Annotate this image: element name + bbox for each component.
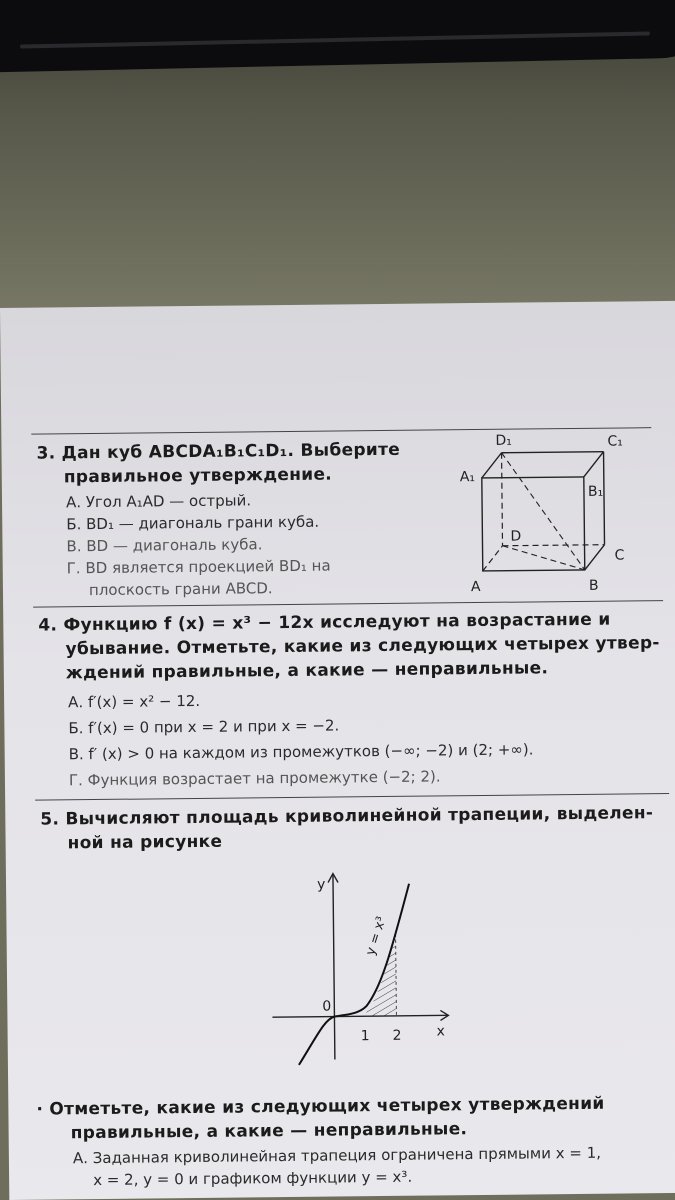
q3-option-g: Г. BD является проекцией BD₁ на	[66, 556, 331, 578]
q4-option-a: А. f′(x) = x² − 12.	[68, 691, 201, 712]
label-c: C	[614, 547, 625, 564]
cube-edge	[585, 545, 605, 570]
cube-front-face	[482, 477, 585, 571]
cube-diagram	[453, 429, 645, 601]
label-b: B	[588, 577, 599, 594]
cube-edge	[604, 452, 605, 545]
q5-line-4: правильные, а какие — неправильные.	[70, 1119, 468, 1144]
divider	[35, 793, 669, 801]
q5-option-a: А. Заданная криволинейная трапеция ограничена прямыми x = 1,	[72, 1143, 602, 1168]
label-c1: C₁	[607, 433, 623, 450]
curve-label: y = x³	[363, 914, 390, 958]
q3-option-b: Б. BD₁ — диагональ грани куба.	[66, 512, 320, 534]
divider	[33, 600, 663, 608]
cube-edge	[502, 452, 604, 453]
label-d1: D₁	[495, 432, 512, 449]
cube-hidden-edge	[483, 546, 503, 571]
q4-option-b: Б. f′(x) = 0 при x = 2 и при x = −2.	[68, 716, 340, 738]
diagonal-bd	[503, 545, 585, 571]
cube-hidden-edge	[502, 453, 503, 546]
q4-line-2: убывание. Отметьте, какие из следующих четырех утвер-	[65, 633, 660, 660]
y-axis	[333, 875, 335, 1060]
tick-2-label: 2	[392, 1027, 402, 1044]
q4-option-v: В. f′ (x) > 0 на каждом из промежутков (−∞; −2) и (2; +∞).	[68, 740, 534, 764]
cube-hidden-edge	[503, 545, 605, 546]
q4-line-3: ждений правильные, а какие — неправильные.	[65, 658, 549, 684]
q4-line-1: 4. Функцию f (x) = x³ − 12x исследуют на возрастание и	[38, 609, 611, 636]
worksheet-page	[0, 301, 675, 1200]
label-a1: A₁	[459, 469, 476, 486]
q5-line-3: · Отметьте, какие из следующих четырех утверждений	[36, 1093, 605, 1120]
x-axis	[272, 1015, 447, 1017]
tick-1-label: 1	[360, 1028, 370, 1045]
cube-edge	[482, 453, 502, 478]
cube-edge	[584, 452, 604, 477]
diagonal-bd1	[502, 452, 585, 571]
q3-option-a: А. Угол A₁AD — острый.	[65, 491, 252, 512]
q5-line-2: ной на рисунке	[67, 831, 223, 854]
label-d: D	[510, 528, 522, 545]
origin-label: 0	[322, 998, 332, 1015]
label-a: A	[470, 578, 481, 596]
q3-line-2: правильное утверждение.	[63, 464, 333, 488]
y-axis-label: y	[316, 876, 326, 893]
q3-option-v: В. BD — диагональ куба.	[66, 535, 263, 556]
integral-graph	[261, 863, 463, 1075]
q5-option-a-cont: x = 2, y = 0 и графиком функции y = x³.	[93, 1167, 413, 1190]
q3-option-g-cont: плоскость грани ABCD.	[88, 579, 273, 600]
q3-line-1: 3. Дан куб ABCDA₁B₁C₁D₁. Выберите	[36, 439, 401, 464]
label-b1: B₁	[587, 483, 604, 500]
x-axis-label: x	[436, 1023, 445, 1040]
q5-line-1: 5. Вычисляют площадь криволинейной трапеции, выделен-	[40, 803, 654, 830]
q4-option-g: Г. Функция возрастает на промежутке (−2; 2).	[68, 767, 441, 790]
